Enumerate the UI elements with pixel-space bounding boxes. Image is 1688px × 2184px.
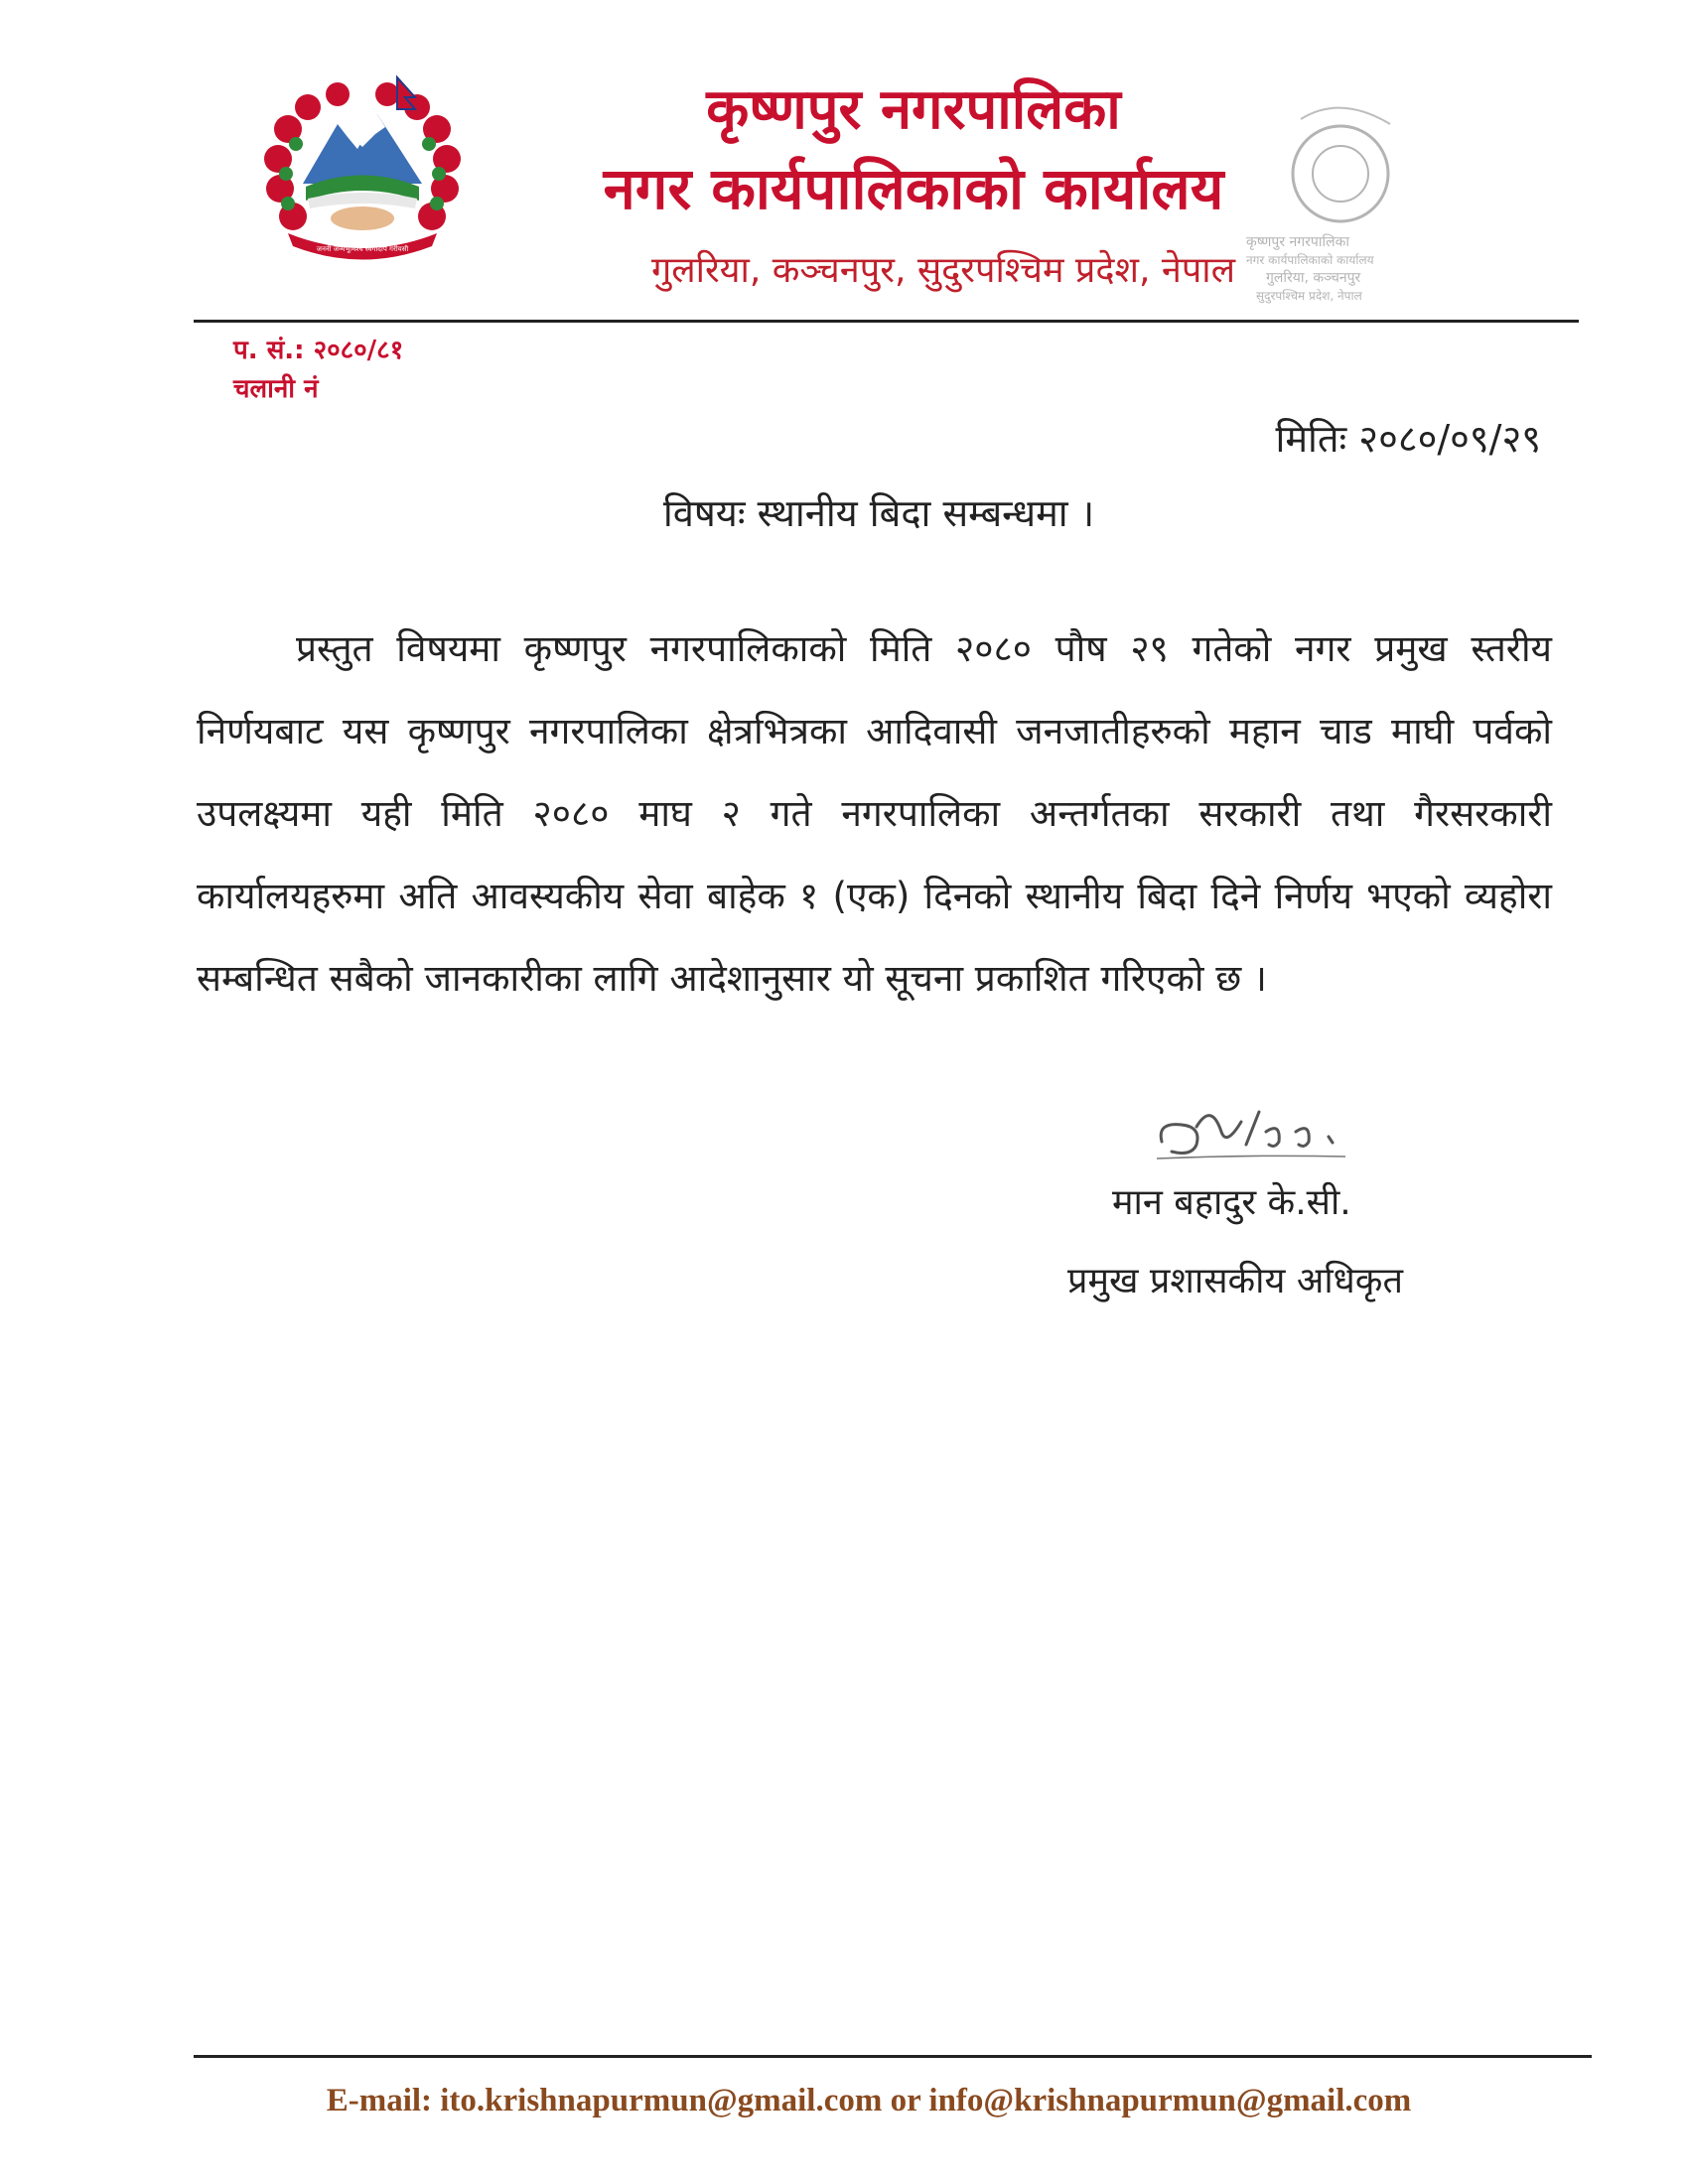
- dispatch-number: चलानी नं: [233, 374, 319, 404]
- header-divider: [194, 320, 1579, 323]
- seal-line-1: कृष्णपुर नगरपालिका: [1246, 234, 1349, 250]
- office-seal-icon: [1241, 99, 1440, 308]
- signatory-title: प्रमुख प्रशासकीय अधिकृत: [1067, 1261, 1403, 1301]
- letter-date: मितिः २०८०/०९/२९: [1275, 417, 1541, 461]
- footer-email: E-mail: ito.krishnapurmun@gmail.com or info@krishnapurmun@gmail.com: [326, 2083, 1412, 2118]
- footer-divider: [194, 2055, 1592, 2058]
- office-address: गुलरिया, कञ्चनपुर, सुदुरपश्चिम प्रदेश, नेपाल: [650, 250, 1236, 291]
- signatory-name: मान बहादुर के.सी.: [1112, 1182, 1351, 1223]
- nepal-emblem-icon: [248, 69, 477, 268]
- municipality-name: कृष्णपुर नगरपालिका: [706, 77, 1121, 142]
- letter-subject: विषयः स्थानीय बिदा सम्बन्धमा ।: [662, 491, 1095, 535]
- seal-line-2: नगर कार्यपालिकाको कार्यालय: [1246, 253, 1374, 267]
- letter-body: प्रस्तुत विषयमा कृष्णपुर नगरपालिकाको मिति २०८० पौष २९ गतेको नगर प्रमुख स्तरीय निर्णयबाट यस कृष्णपुर नगरपालिका क्षेत्रभित्रका आदिवासी जनजातीहरुको महान चाड माघी पर्वको उपलक्ष्यमा यही मिति २०८० माघ २ गते नगरपालिका अन्तर्गतका सरकारी तथा गैरसरकारी कार्यालयहरुमा अति आवस्यकीय सेवा बाहेक १ (एक) दिनको स्थानीय बिदा दिने निर्णय भएको व्यहोरा सम्बन्धित सबैको जानकारीका लागि आदेशानुसार यो सूचना प्रकाशित गरिएको छ ।: [197, 627, 1552, 1000]
- office-name: नगर कार्यपालिकाको कार्यालय: [603, 155, 1224, 222]
- seal-line-3: गुलरिया, कञ्चनपुर: [1266, 270, 1361, 286]
- emblem-ribbon-text: जननी जन्मभूमिश्च स्वर्गादपि गरीयसी: [316, 245, 409, 253]
- seal-line-4: सुदुरपश्चिम प्रदेश, नेपाल: [1256, 289, 1362, 303]
- reference-number: प. सं.: २०८०/८१: [233, 336, 404, 365]
- handwritten-signature-icon: [1152, 1087, 1360, 1166]
